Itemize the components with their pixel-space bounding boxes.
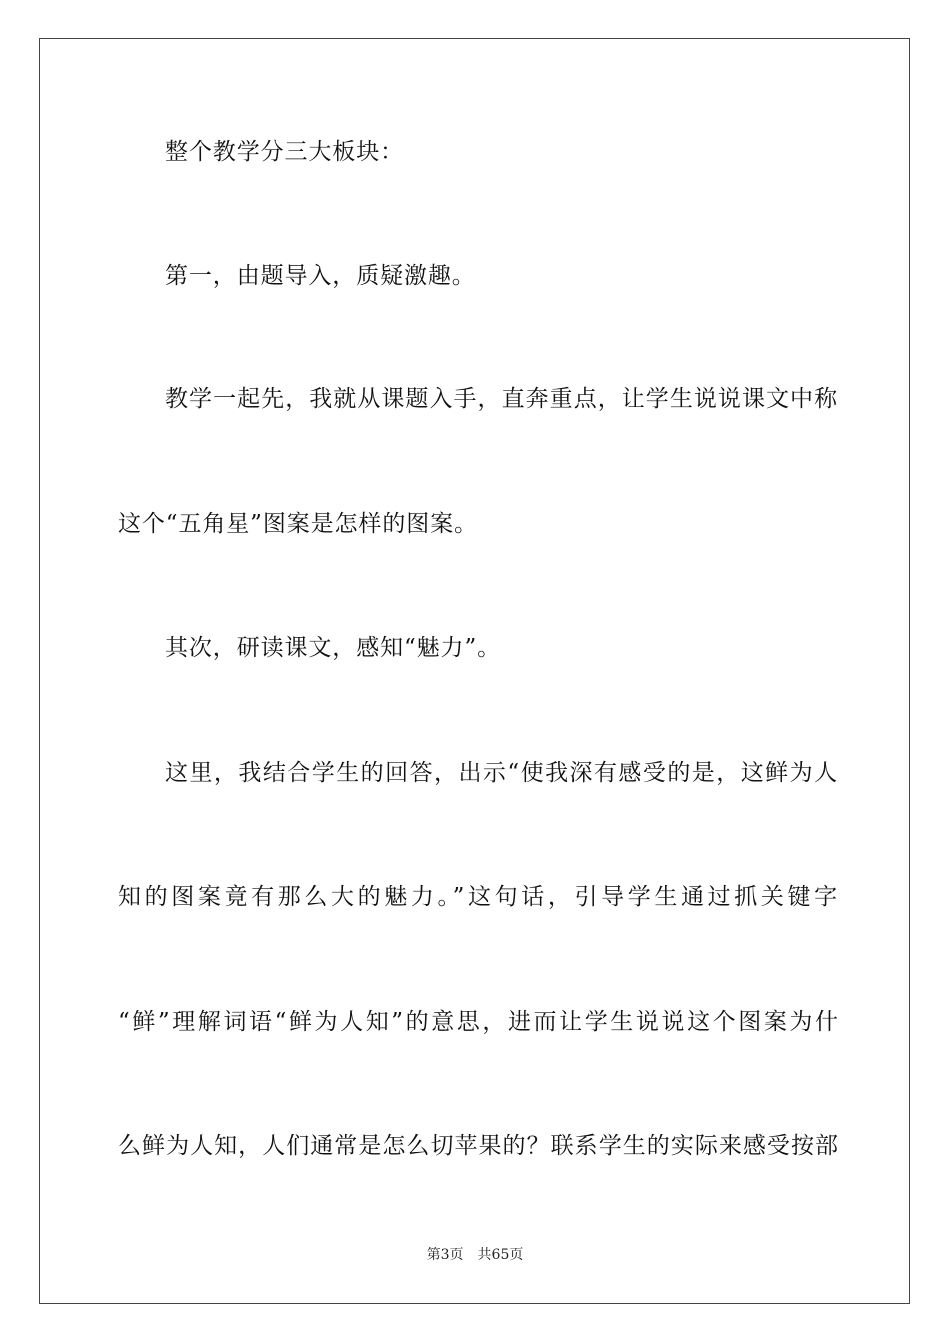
paragraph-line-5: 其次，研读课文，感知“魅力”。 (165, 635, 502, 661)
page-footer (0, 1246, 950, 1264)
paragraph-line-4: 这个“五角星”图案是怎样的图案。 (118, 511, 478, 537)
paragraph-line-8: “鲜”理解词语“鲜为人知”的意思，进而让学生说说这个图案为什 (118, 1009, 838, 1035)
paragraph-line-1: 整个教学分三大板块： (165, 139, 404, 165)
paragraph-line-2: 第一，由题导入，质疑激趣。 (165, 263, 476, 289)
paragraph-line-6: 这里，我结合学生的回答，出示“使我深有感受的是，这鲜为人 (165, 760, 838, 786)
paragraph-line-9: 么鲜为人知，人们通常是怎么切苹果的？联系学生的实际来感受按部 (118, 1133, 838, 1159)
page-border (39, 38, 910, 1304)
paragraph-line-3: 教学一起先，我就从课题入手，直奔重点，让学生说说课文中称 (165, 386, 838, 412)
paragraph-line-7: 知的图案竟有那么大的魅力。”这句话，引导学生通过抓关键字 (118, 884, 838, 910)
total-pages: 共65页 (477, 1247, 524, 1263)
page-number: 第3页 (426, 1247, 464, 1263)
